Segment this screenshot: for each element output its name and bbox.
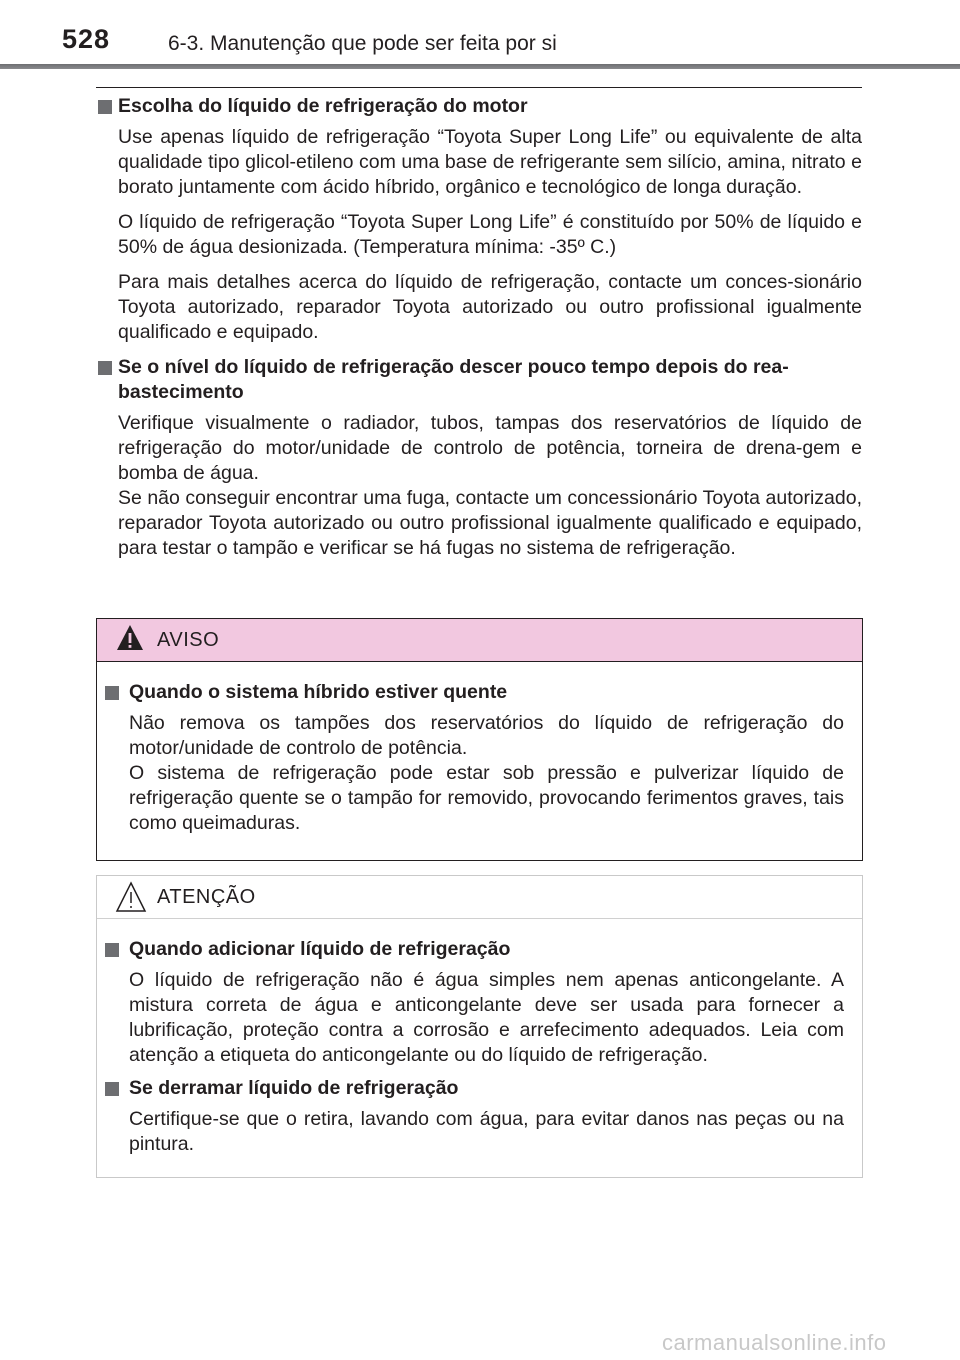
warning-triangle-outline-icon (115, 880, 147, 914)
section-title: 6-3. Manutenção que pode ser feita por si (168, 32, 557, 55)
topic-heading (103, 937, 844, 962)
topic-heading-text: Quando o sistema híbrido estiver quente (129, 681, 508, 703)
aviso-box (96, 618, 863, 861)
paragraph: O sistema de refrigeração pode estar sob pressão e pulverizar líquido de refrigeração quente se o tampão for removido, provocando ferimentos graves, tais como queimaduras. (129, 762, 844, 834)
topic-heading (96, 94, 862, 119)
page-header (0, 0, 960, 70)
paragraph: Verifique visualmente o radiador, tubos, tampas dos reservatórios de líquido de refrigeração do motor/unidade de controlo de potência, torneira de drena-gem e bomba de água. (118, 412, 862, 484)
paragraph: Certifique-se que o retira, lavando com água, para evitar danos nas peças ou na pintura. (129, 1108, 844, 1155)
atencao-title-bar (97, 876, 862, 919)
top-rule (96, 87, 862, 88)
topic-heading-text: Quando adicionar líquido de refrigeração (129, 938, 511, 960)
atencao-title: ATENÇÃO (157, 886, 256, 908)
paragraph: O líquido de refrigeração não é água simples nem apenas anticongelante. A mistura correta de água e anticongelante deve ser usada para fornecer a lubrificação, proteção contra a corrosão e arrefecimento adequados. Leia com atenção a etiqueta do anticongelante ou do líquido de refrigeração. (129, 969, 844, 1066)
warning-triangle-filled-icon (115, 623, 145, 653)
topic-heading (103, 1076, 844, 1101)
paragraph: Use apenas líquido de refrigeração “Toyota Super Long Life” ou equivalente de alta qualidade tipo glicol-etileno com uma base de refrigerante sem silício, amina, nitrato e borato juntamente com ácido híbrido, orgânico e tecnológico de longa duração. (118, 126, 862, 198)
topic-heading (103, 680, 844, 705)
aviso-body (97, 662, 862, 836)
paragraph: Não remova os tampões dos reservatórios do líquido de refrigeração do motor/unidade de controlo de potência. (129, 712, 844, 759)
atencao-topic (103, 937, 844, 1068)
topic-heading-text: Escolha do líquido de refrigeração do motor (118, 95, 528, 117)
aviso-title: AVISO (157, 629, 220, 651)
topic-coolant-choice (96, 94, 862, 345)
atencao-box (96, 875, 863, 1178)
paragraph: Se não conseguir encontrar uma fuga, contacte um concessionário Toyota autorizado, reparador Toyota autorizado ou outro profissional igualmente qualificado e equipado, para testar o tampão e verificar se há fugas no sistema de refrigeração. (118, 487, 862, 559)
watermark: carmanualsonline.info (662, 1330, 887, 1355)
square-bullet-icon (105, 1082, 119, 1096)
topic-heading (96, 355, 862, 405)
topic-coolant-level-drop (96, 355, 862, 561)
header-rule (0, 64, 960, 69)
aviso-topic (103, 680, 844, 836)
page-number: 528 (62, 24, 111, 54)
square-bullet-icon (98, 361, 112, 375)
topic-heading-text: Se o nível do líquido de refrigeração descer pouco tempo depois do rea-bastecimento (118, 356, 789, 403)
atencao-topic (103, 1076, 844, 1157)
square-bullet-icon (105, 943, 119, 957)
topic-heading-text: Se derramar líquido de refrigeração (129, 1077, 459, 1099)
atencao-body (97, 919, 862, 1157)
paragraph: Para mais detalhes acerca do líquido de refrigeração, contacte um conces-sionário Toyota autorizado, reparador Toyota autorizado ou outro profissional igualmente qualificado e equipado. (118, 271, 862, 343)
main-content (96, 94, 862, 561)
aviso-title-bar (97, 619, 862, 662)
paragraph: O líquido de refrigeração “Toyota Super Long Life” é constituído por 50% de líquido e 50% de água desionizada. (Temperatura mínima: -35º C.) (118, 211, 862, 258)
square-bullet-icon (98, 100, 112, 114)
square-bullet-icon (105, 686, 119, 700)
